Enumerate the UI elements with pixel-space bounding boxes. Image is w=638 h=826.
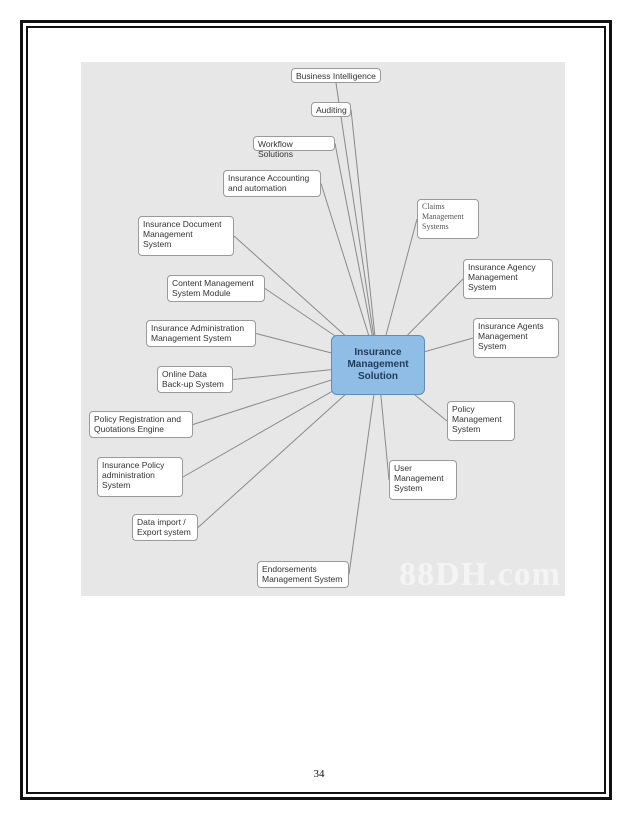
node-content-management: Content Management System Module xyxy=(167,275,265,302)
node-insurance-agents: Insurance Agents Management System xyxy=(473,318,559,358)
mind-map-figure xyxy=(81,62,565,596)
node-endorsements: Endorsements Management System xyxy=(257,561,349,588)
node-insurance-accounting: Insurance Accounting and automation xyxy=(223,170,321,197)
connector-endorsements xyxy=(349,365,378,575)
node-claims-management: Claims Management Systems xyxy=(417,199,479,239)
page-number: 34 xyxy=(313,768,325,780)
node-business-intelligence: Business Intelligence xyxy=(291,68,381,83)
node-auditing: Auditing xyxy=(311,102,351,117)
node-policy-management: Policy Management System xyxy=(447,401,515,441)
center-node: Insurance Management Solution xyxy=(331,335,425,395)
node-user-management: User Management System xyxy=(389,460,457,500)
watermark: 88DH.com xyxy=(399,556,561,593)
node-insurance-policy-admin: Insurance Policy administration System xyxy=(97,457,183,497)
node-data-import-export: Data import / Export system xyxy=(132,514,198,541)
node-policy-registration: Policy Registration and Quotations Engine xyxy=(89,411,193,438)
node-workflow-solutions: Workflow Solutions xyxy=(253,136,335,151)
node-insurance-administration: Insurance Administration Management System xyxy=(146,320,256,347)
node-insurance-agency: Insurance Agency Management System xyxy=(463,259,553,299)
node-online-backup: Online Data Back-up System xyxy=(157,366,233,393)
connector-business-intelligence xyxy=(336,83,378,365)
node-insurance-document: Insurance Document Management System xyxy=(138,216,234,256)
connector-auditing xyxy=(351,110,378,366)
